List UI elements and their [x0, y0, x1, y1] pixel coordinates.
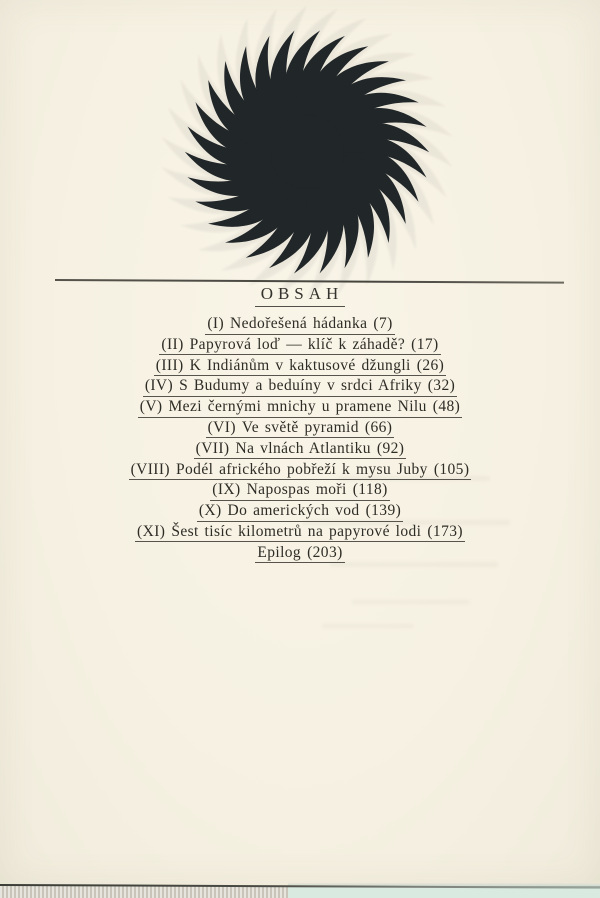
chapter-title: Nedořešená hádanka	[230, 315, 368, 332]
toc-entry	[0, 315, 600, 336]
toc-entry	[0, 398, 600, 419]
chapter-title: S Budumy a beduíny v srdci Afriky	[179, 377, 422, 395]
chapter-numeral: (X)	[198, 502, 222, 520]
chapter-title: Napospas moři	[246, 481, 347, 499]
chapter-numeral: (I)	[207, 315, 225, 332]
chapter-numeral: (VII)	[195, 439, 230, 457]
book-cloth-edge	[0, 886, 288, 898]
sunburst-icon	[177, 22, 437, 282]
toc-entry	[0, 440, 600, 461]
chapter-numeral: (IV)	[144, 377, 174, 395]
page-title: OBSAH	[255, 284, 346, 307]
chapter-page: (139)	[365, 502, 402, 520]
chapter-title: Do amerických vod	[227, 502, 360, 520]
chapter-page: (92)	[376, 439, 405, 457]
chapter-numeral: (V)	[139, 398, 163, 416]
toc-entry	[0, 523, 600, 544]
chapter-page: (26)	[416, 356, 445, 374]
chapter-title: Ve světě pyramid	[241, 418, 359, 436]
show-through-smudge	[322, 624, 414, 628]
chapter-numeral: (XI)	[137, 522, 166, 540]
chapter-title: Na vlnách Atlantiku	[235, 439, 371, 457]
chapter-page: (203)	[307, 543, 343, 561]
chapter-numeral: (VIII)	[130, 460, 170, 478]
chapter-title: Epilog	[257, 543, 302, 561]
toc-entry	[0, 357, 600, 378]
chapter-numeral: (II)	[161, 335, 184, 353]
chapter-numeral: (III)	[155, 356, 184, 374]
chapter-title: Papyrová loď — klíč k záhadě?	[189, 335, 406, 353]
toc-entry	[0, 481, 600, 502]
chapter-page: (118)	[352, 481, 388, 499]
toc-entry	[0, 461, 600, 482]
chapter-title: Šest tisíc kilometrů na papyrové lodi	[171, 522, 422, 540]
chapter-numeral: (IX)	[212, 481, 241, 499]
chapter-numeral: (VI)	[207, 418, 236, 436]
toc-entry	[0, 544, 600, 565]
chapter-title: Mezi černými mnichy u pramene Nilu	[168, 398, 427, 416]
chapter-title: Podél afrického pobřeží k mysu Juby	[176, 460, 428, 478]
chapter-page: (32)	[427, 377, 456, 395]
toc-entry	[0, 336, 600, 357]
chapter-title: K Indiánům v kaktusové džungli	[189, 356, 411, 374]
chapter-page: (17)	[411, 335, 439, 353]
toc-entry	[0, 419, 600, 440]
chapter-page: (7)	[373, 315, 393, 332]
chapter-page: (173)	[427, 522, 463, 540]
table-of-contents	[0, 315, 600, 565]
toc-entry	[0, 377, 600, 398]
toc-entry	[0, 502, 600, 523]
chapter-page: (48)	[432, 398, 461, 416]
chapter-page: (66)	[364, 418, 393, 436]
chapter-page: (105)	[433, 460, 470, 478]
show-through-smudge	[352, 600, 470, 604]
